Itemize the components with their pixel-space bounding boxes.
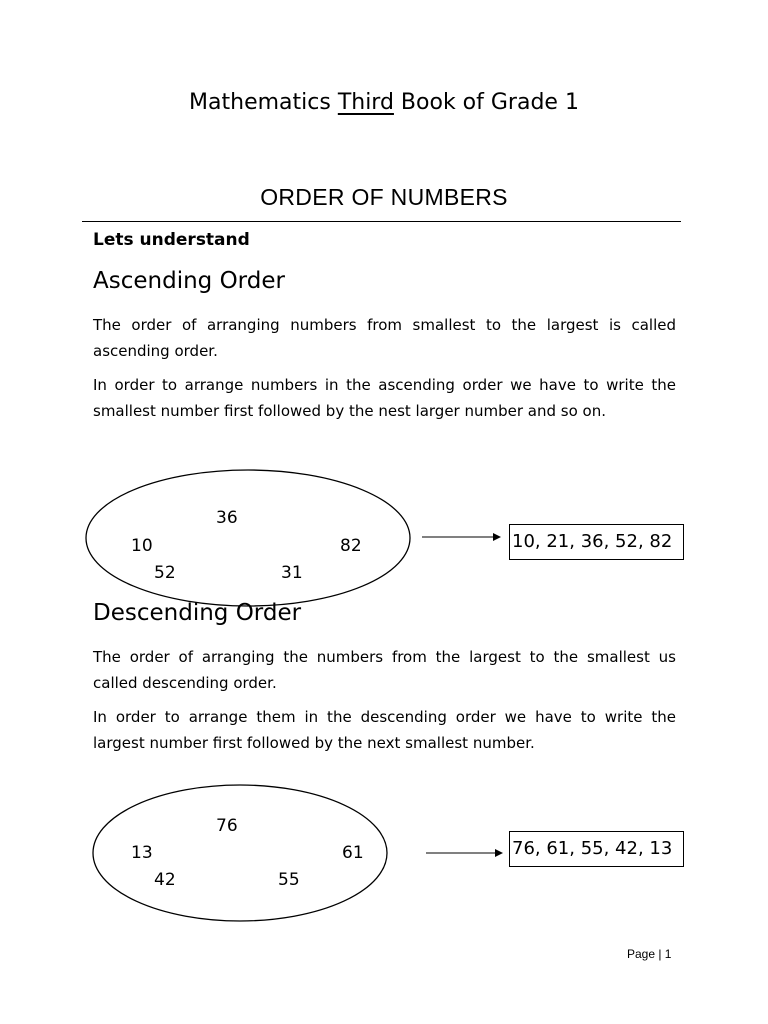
section-label: Lets understand: [93, 230, 250, 250]
ascending-number: 36: [216, 508, 238, 528]
ascending-number: 82: [340, 536, 362, 556]
title-prefix: Mathematics: [189, 90, 338, 115]
ascending-instruction: In order to arrange numbers in the ascending order we have to write the smallest number first followed by the nest larger number and so on.: [93, 376, 676, 420]
descending-number: 76: [216, 816, 238, 836]
ascending-result-box: 10, 21, 36, 52, 82: [509, 524, 684, 560]
page-number: Page | 1: [627, 947, 672, 961]
descending-result-box: 76, 61, 55, 42, 13: [509, 831, 684, 867]
ascending-number: 52: [154, 563, 176, 583]
descending-number: 13: [131, 843, 153, 863]
ascending-definition: The order of arranging numbers from smallest to the largest is called ascending order.: [93, 316, 676, 360]
descending-definition: The order of arranging the numbers from the largest to the smallest us called descending order.: [93, 648, 676, 692]
ascending-heading: Ascending Order: [93, 268, 285, 294]
descending-number: 42: [154, 870, 176, 890]
chapter-title: ORDER OF NUMBERS: [260, 184, 508, 210]
title-suffix: Book of Grade 1: [393, 90, 579, 115]
descending-instruction: In order to arrange them in the descending order we have to write the largest number first followed by the next smallest number.: [93, 708, 676, 752]
descending-heading: Descending Order: [93, 600, 302, 626]
ascending-number: 31: [281, 563, 303, 583]
title-underlined-word: Third: [337, 90, 394, 115]
ascending-number: 10: [131, 536, 153, 556]
descending-number: 55: [278, 870, 300, 890]
descending-number: 61: [342, 843, 364, 863]
